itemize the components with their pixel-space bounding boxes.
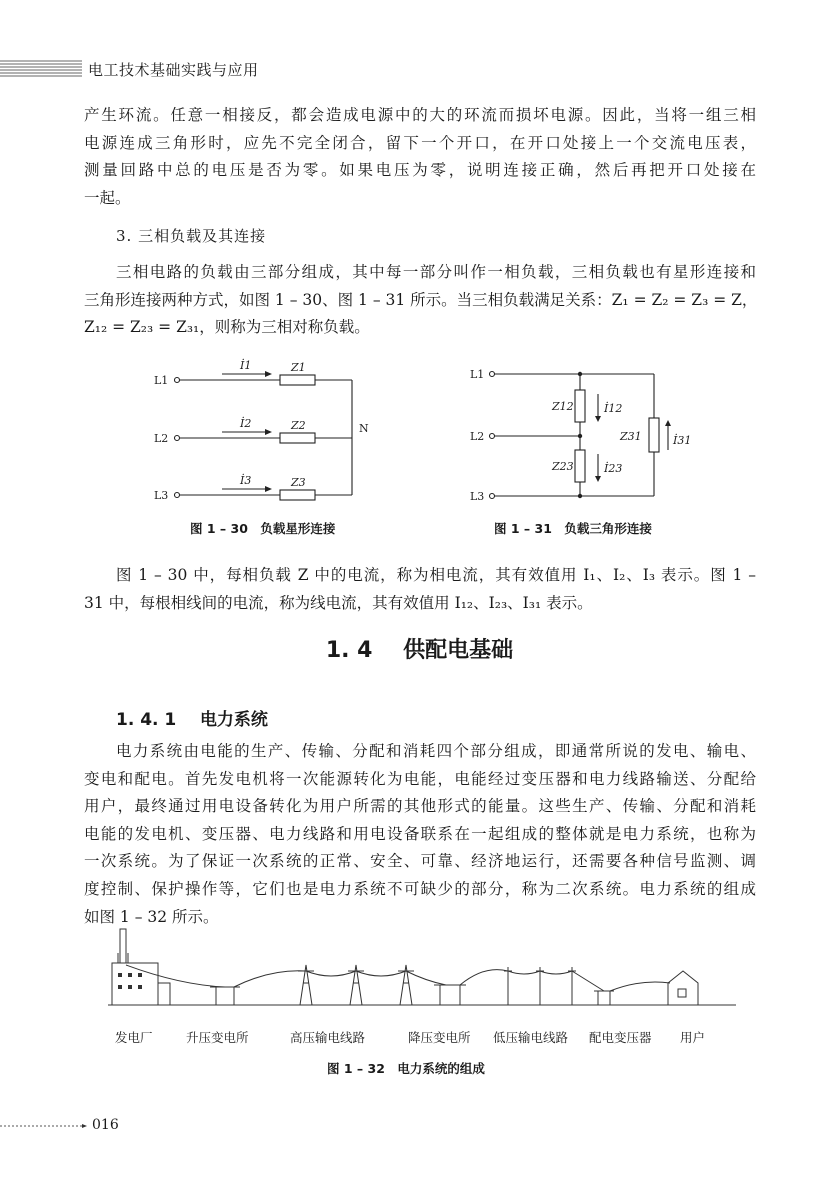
terminal-l3	[175, 493, 180, 498]
subsection-title	[116, 705, 268, 730]
step-down-substation	[440, 985, 460, 1005]
label-step-down-substation: 降压变电所	[408, 1030, 471, 1045]
power-system-illustration	[100, 925, 740, 1015]
label-step-up-substation: 升压变电所	[186, 1030, 249, 1045]
load-z1	[280, 375, 315, 385]
terminal-l1	[175, 378, 180, 383]
header-rule-lines	[0, 57, 82, 79]
label-l3: L3	[154, 489, 169, 502]
text-line: 31 中，每根相线间的电流，称为线电流，其有效值用 I₁₂、I₂₃、I₃₁ 表示。	[84, 593, 593, 612]
text-line: 如图 1 – 32 所示。	[84, 907, 219, 926]
text-line: 变电和配电。首先发电机将一次能源转化为电能，电能经过变压器和电力线路输送、分配给	[84, 769, 756, 788]
text-line: 度控制、保护操作等，它们也是电力系统不可缺少的部分，称为二次系统。电力系统的组成	[84, 879, 756, 898]
label-l3: L3	[470, 490, 485, 503]
terminal-l2	[175, 436, 180, 441]
text-line: 电源连成三角形时，应先不完全闭合，留下一个开口，在开口处接上一个交流电压表，	[84, 133, 756, 152]
figure-1-32-caption: 图 1 – 32 电力系统的组成	[327, 1061, 485, 1076]
current-i31: İ31	[673, 434, 692, 447]
current-i23: İ23	[604, 462, 623, 475]
text-line: Z₁₂ = Z₂₃ = Z₃₁，则称为三相对称负载。	[84, 318, 370, 337]
text-line: 图 1 – 30 中，每相负载 Z 中的电流，称为相电流，其有效值用 I₁、I₂、I₃ 表示。图 1 –	[116, 566, 756, 584]
paragraph-3	[84, 562, 756, 617]
running-header-title: 电工技术基础实践与应用	[88, 61, 259, 79]
label-neutral: N	[359, 422, 369, 435]
figure-1-30-caption: 图 1 – 30 负载星形连接	[190, 521, 336, 536]
text-line: 电力系统由电能的生产、传输、分配和消耗四个部分组成，即通常所说的发电、输电、	[116, 742, 756, 760]
paragraph-2	[84, 259, 756, 342]
load-z12	[575, 390, 585, 422]
section-title	[0, 633, 839, 664]
label-power-plant: 发电厂	[115, 1030, 153, 1045]
load-z3	[280, 490, 315, 500]
text-line: 用户，最终通过用电设备转化为用户所需的其他形式的能量。这些生产、传输、分配和消耗	[84, 797, 756, 816]
text-line: 三角形连接两种方式，如图 1 – 30、图 1 – 31 所示。当三相负载满足关系：Z₁ = Z₂ = Z₃ = Z，	[84, 290, 758, 309]
label-z31: Z31	[620, 430, 642, 443]
label-user: 用户	[680, 1030, 706, 1045]
text-line: 测量回路中总的电压是否为零。如果电压为零，说明连接正确，然后再把开口处接在	[84, 161, 756, 180]
label-distribution-transformer: 配电变压器	[589, 1030, 652, 1045]
distribution-transformer	[598, 991, 610, 1005]
label-z2: Z2	[291, 419, 306, 432]
text-line: 三相电路的负载由三部分组成，其中每一部分叫作一相负载，三相负载也有星形连接和	[116, 263, 756, 281]
section-number: 1. 4	[325, 638, 373, 663]
label-lv-line: 低压输电线路	[493, 1030, 569, 1045]
paragraph-1	[84, 102, 756, 212]
load-z2	[280, 433, 315, 443]
star-connection-diagram	[150, 352, 380, 507]
subsection-title-text: 电力系统	[199, 710, 268, 730]
label-z23: Z23	[552, 460, 574, 473]
current-i1: İ1	[240, 359, 252, 372]
footer-dotted-rule	[0, 1124, 88, 1128]
label-l2: L2	[154, 432, 169, 445]
label-l2: L2	[470, 430, 485, 443]
page-number: 016	[92, 1117, 119, 1133]
subsection-number: 1. 4. 1	[116, 710, 177, 730]
text-line: 一次系统。为了保证一次系统的正常、安全、可靠、经济地运行，还需要各种信号监测、调	[84, 852, 756, 871]
power-plant-chimney	[120, 929, 126, 963]
paragraph-4	[84, 738, 756, 931]
power-plant-building	[112, 963, 158, 1005]
figure-1-31-caption: 图 1 – 31 负载三角形连接	[494, 521, 652, 536]
label-z1: Z1	[291, 361, 306, 374]
text-line: 产生环流。任意一相接反，都会造成电源中的大的环流而损坏电源。因此，当将一组三相	[84, 106, 756, 124]
current-i3: İ3	[240, 474, 252, 487]
label-z3: Z3	[291, 476, 306, 489]
load-z31	[649, 418, 659, 452]
label-hv-line: 高压输电线路	[290, 1030, 366, 1045]
user-house	[668, 971, 698, 1005]
subheading-3: 3. 三相负载及其连接	[116, 227, 267, 245]
label-l1: L1	[470, 368, 485, 381]
text-line: 电能的发电机、变压器、电力线路和用电设备联系在一起组成的整体就是电力系统，也称为	[84, 824, 756, 843]
label-l1: L1	[154, 374, 169, 387]
step-up-substation	[216, 987, 234, 1005]
text-line: 一起。	[84, 188, 131, 207]
label-z12: Z12	[552, 400, 574, 413]
current-i2: İ2	[240, 417, 252, 430]
current-i12: İ12	[604, 402, 623, 415]
load-z23	[575, 450, 585, 482]
delta-connection-diagram	[468, 360, 698, 505]
section-title-text: 供配电基础	[403, 638, 514, 663]
